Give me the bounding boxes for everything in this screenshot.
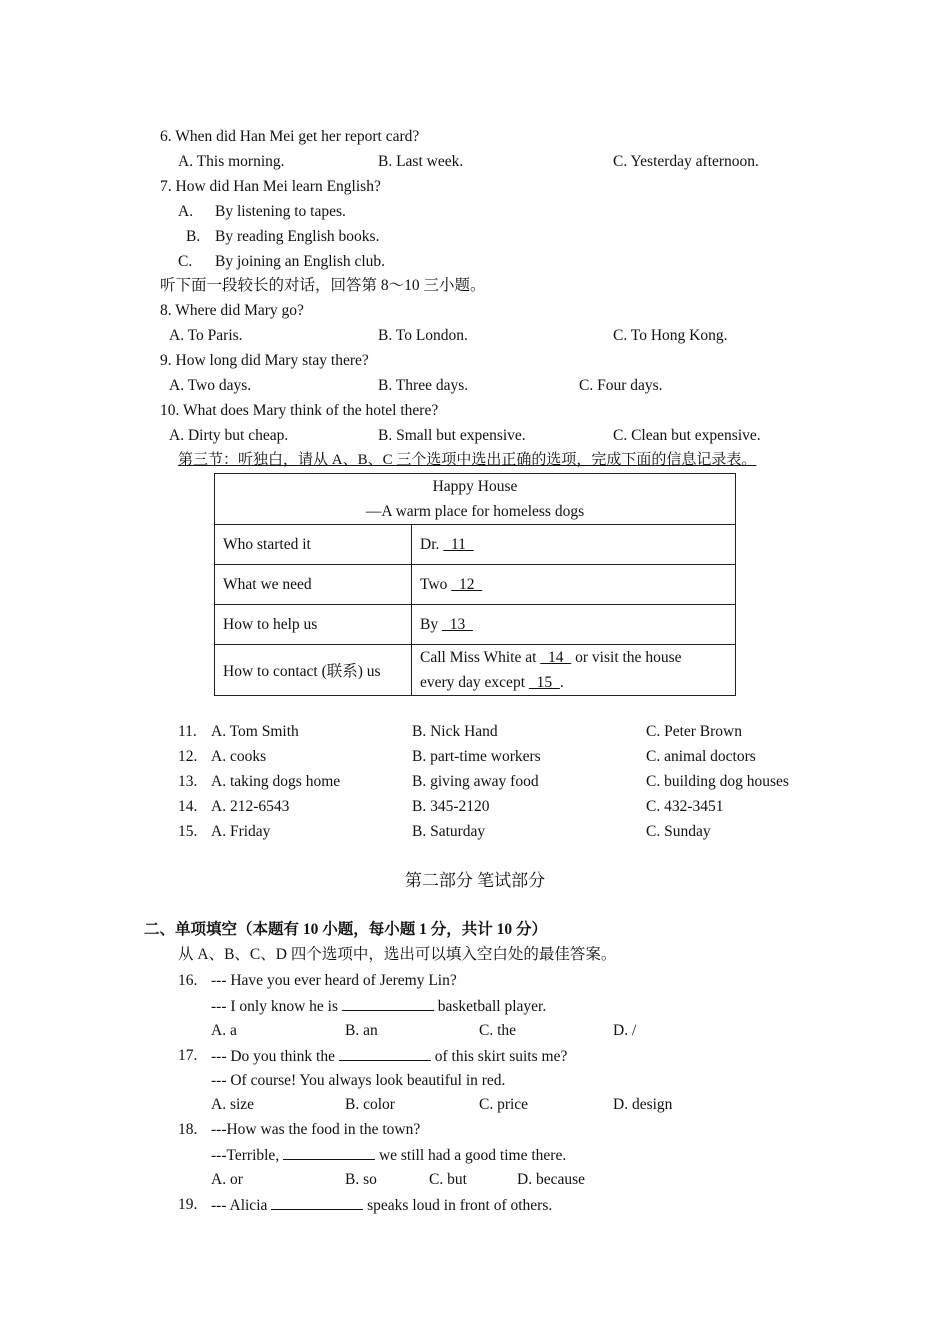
section2-instruction: 从 A、B、C、D 四个选项中，选出可以填入空白处的最佳答案。 <box>178 946 617 963</box>
option-a: A. 212-6543 <box>211 798 290 815</box>
q16-line2-pre: --- I only know he is <box>211 998 342 1015</box>
q6-option-b: B. Last week. <box>378 153 464 170</box>
blank-15: 15 <box>528 674 560 691</box>
q7-option-c-letter: C. <box>178 253 193 270</box>
answer-blank <box>271 1195 363 1210</box>
q17-line2: --- Of course! You always look beautiful in red. <box>211 1072 506 1089</box>
blank-13: 13 <box>441 615 473 633</box>
q17-option-a: A. size <box>211 1096 255 1113</box>
q10-option-c: C. Clean but expensive. <box>613 427 761 444</box>
q17-option-d: D. design <box>613 1096 673 1113</box>
q19-line1 <box>211 1195 552 1216</box>
q18-num: 18. <box>178 1121 198 1138</box>
q16-line2 <box>211 996 546 1017</box>
option-a: A. cooks <box>211 748 267 765</box>
option-b: B. Saturday <box>412 823 486 840</box>
q9-option-b: B. Three days. <box>378 377 469 394</box>
q18-line2-post: we still had a good time there. <box>375 1147 567 1164</box>
option-b: B. giving away food <box>412 773 539 790</box>
row-label: Who started it <box>215 525 412 565</box>
q19-num: 19. <box>178 1196 198 1213</box>
contact-text1: Call Miss White at <box>420 649 541 666</box>
q6-option-a: A. This morning. <box>178 153 285 170</box>
q7-option-a: By listening to tapes. <box>215 203 346 220</box>
row-prefix: Two <box>420 575 452 593</box>
table-row <box>215 645 736 696</box>
option-c: C. 432-3451 <box>646 798 724 815</box>
row-prefix: Dr. <box>420 535 444 553</box>
option-num: 11. <box>178 723 197 740</box>
q16-option-b: B. an <box>345 1022 378 1039</box>
q10-option-a: A. Dirty but cheap. <box>169 427 289 444</box>
q18-option-d: D. because <box>517 1171 585 1188</box>
q17-line1-pre: --- Do you think the <box>211 1048 339 1065</box>
q7-option-a-letter: A. <box>178 203 194 220</box>
contact-text2: or visit the house <box>571 649 682 666</box>
q18-line2-pre: ---Terrible, <box>211 1147 284 1164</box>
q16-line1: --- Have you ever heard of Jeremy Lin? <box>211 972 457 989</box>
table-header <box>215 474 736 525</box>
section3-instruction: 第三节：听独白，请从 A、B、C 三个选项中选出正确的选项，完成下面的信息记录表。 <box>178 452 757 468</box>
q16-option-c: C. the <box>479 1022 517 1039</box>
section2-heading: 二、单项填空（本题有 10 小题，每小题 1 分，共计 10 分） <box>144 921 548 938</box>
row-value <box>412 565 736 605</box>
q7-option-b-letter: B. <box>186 228 201 245</box>
blank-14: 14 <box>540 649 572 666</box>
option-c: C. Sunday <box>646 823 711 840</box>
q17-option-c: C. price <box>479 1096 529 1113</box>
q8-stem: 8. Where did Mary go? <box>160 302 304 319</box>
q7-stem: 7. How did Han Mei learn English? <box>160 178 381 195</box>
answer-blank <box>339 1046 431 1061</box>
q18-option-a: A. or <box>211 1171 243 1188</box>
option-num: 12. <box>178 748 198 765</box>
q18-option-c: C. but <box>429 1171 467 1188</box>
option-c: C. animal doctors <box>646 748 756 765</box>
row-label: How to contact (联系) us <box>215 645 412 696</box>
dialog-instruction: 听下面一段较长的对话，回答第 8～10 三小题。 <box>160 277 486 294</box>
q6-stem: 6. When did Han Mei get her report card? <box>160 128 420 145</box>
q10-stem: 10. What does Mary think of the hotel there? <box>160 402 439 419</box>
option-b: B. Nick Hand <box>412 723 498 740</box>
q17-line1-post: of this skirt suits me? <box>430 1048 568 1065</box>
q8-option-b: B. To London. <box>378 327 468 344</box>
q10-option-b: B. Small but expensive. <box>378 427 526 444</box>
q16-num: 16. <box>178 972 198 989</box>
answer-blank <box>283 1145 375 1160</box>
option-num: 15. <box>178 823 198 840</box>
blank-12: 12 <box>451 575 483 593</box>
info-record-table <box>214 473 736 696</box>
q17-num: 17. <box>178 1047 198 1064</box>
q17-option-b: B. color <box>345 1096 395 1113</box>
option-a: A. Friday <box>211 823 271 840</box>
q8-option-a: A. To Paris. <box>169 327 243 344</box>
row-value <box>412 605 736 645</box>
q19-line1-post: speaks loud in front of others. <box>363 1197 553 1214</box>
option-a: A. taking dogs home <box>211 773 341 790</box>
option-b: B. 345-2120 <box>412 798 490 815</box>
q17-line1 <box>211 1046 567 1067</box>
option-a: A. Tom Smith <box>211 723 299 740</box>
q18-line1: ---How was the food in the town? <box>211 1121 421 1138</box>
answer-blank <box>342 996 434 1011</box>
q19-line1-pre: --- Alicia <box>211 1197 272 1214</box>
option-c: C. Peter Brown <box>646 723 743 740</box>
q6-option-c: C. Yesterday afternoon. <box>613 153 759 170</box>
q18-line2 <box>211 1145 566 1166</box>
q16-option-d: D. / <box>613 1022 637 1039</box>
q18-option-b: B. so <box>345 1171 377 1188</box>
q16-line2-post: basketball player. <box>433 998 547 1015</box>
q8-option-c: C. To Hong Kong. <box>613 327 728 344</box>
q7-option-c: By joining an English club. <box>215 253 386 270</box>
q9-option-a: A. Two days. <box>169 377 252 394</box>
row-value <box>412 525 736 565</box>
q9-option-c: C. Four days. <box>579 377 663 394</box>
blank-11: 11 <box>443 535 474 553</box>
row-prefix: By <box>420 615 442 633</box>
q16-option-a: A. a <box>211 1022 237 1039</box>
option-b: B. part-time workers <box>412 748 541 765</box>
q7-option-b: By reading English books. <box>215 228 380 245</box>
table-title: Happy House <box>432 478 518 495</box>
option-num: 13. <box>178 773 198 790</box>
row-label: What we need <box>215 565 412 605</box>
table-subtitle: —A warm place for homeless dogs <box>365 503 585 520</box>
q9-stem: 9. How long did Mary stay there? <box>160 352 369 369</box>
part2-title: 第二部分 笔试部分 <box>404 871 546 890</box>
row-label: How to help us <box>215 605 412 645</box>
contact-text3: every day except <box>420 674 529 691</box>
option-num: 14. <box>178 798 198 815</box>
option-c: C. building dog houses <box>646 773 789 790</box>
row-value <box>412 645 736 696</box>
table-row <box>215 565 736 605</box>
table-row <box>215 525 736 565</box>
table-row <box>215 605 736 645</box>
contact-text4: . <box>559 674 564 691</box>
